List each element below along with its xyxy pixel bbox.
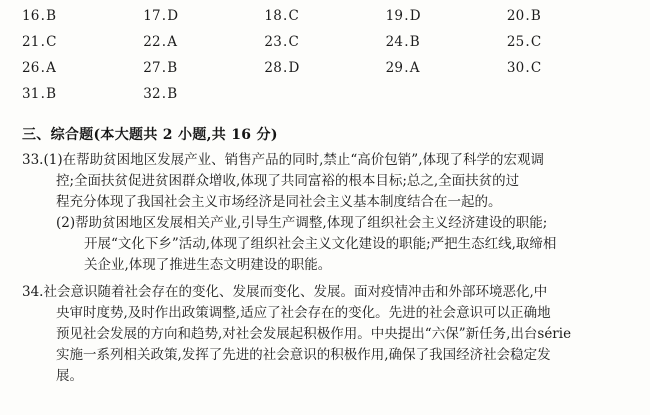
answer-cell [386, 8, 507, 24]
part-label-1: (1) [43, 152, 63, 168]
answer-value: D [167, 8, 179, 24]
answer-separator: . [404, 34, 409, 50]
answer-value: B [46, 86, 57, 102]
answer-number: 32 [143, 86, 161, 102]
answer-cell [143, 34, 264, 50]
answer-number: 23 [264, 34, 282, 50]
answer-number: 17 [143, 8, 161, 24]
answer-cell [507, 8, 628, 24]
question-34-line-3: 预见社会发展的方向和趋势,对社会发展起积极作用。中央提出“六保”新任务,出台série [56, 326, 572, 342]
answer-value: B [46, 8, 57, 24]
question-33-part-2 [56, 213, 632, 234]
answer-number: 22 [143, 34, 161, 50]
answer-row [22, 86, 628, 112]
section-heading: 三、综合题(本大题共 2 小题,共 16 分) [22, 127, 278, 143]
answer-separator: . [161, 34, 167, 50]
answer-cell [143, 8, 264, 24]
answer-value: B [409, 34, 420, 50]
question-34-line-4: 实施一系列相关政策,发挥了先进的社会意识的积极作用,确保了我国经济社会稳定发 [56, 347, 551, 363]
answer-number: 29 [385, 60, 404, 76]
answer-value: D [409, 8, 421, 24]
answer-row [22, 60, 628, 86]
answer-cell [264, 60, 385, 76]
question-33-part-1 [22, 150, 632, 171]
answer-value: A [167, 34, 178, 50]
answer-value: C [530, 60, 542, 76]
answer-separator: . [40, 8, 46, 24]
answer-separator: . [525, 8, 530, 24]
answer-value: D [288, 60, 300, 76]
part-1-line-1: 在帮助贫困地区发展产业、销售产品的同时,禁止“高价包销”,体现了科学的宏观调 [62, 152, 544, 168]
part-1-line-3: 程充分体现了我国社会主义市场经济是同社会主义基本制度结合在一起的。 [56, 194, 502, 210]
answer-cell [386, 60, 507, 76]
part-2-line-3: 关企业,体现了推进生态文明建设的职能。 [84, 257, 332, 273]
answer-cell [22, 8, 143, 24]
answer-value: B [167, 60, 178, 76]
answer-separator: . [283, 60, 288, 76]
answer-value: A [409, 60, 420, 76]
answer-number: 20 [506, 8, 525, 24]
answer-cell [264, 8, 385, 24]
answer-value: C [46, 34, 57, 50]
part-2-line-1: 帮助贫困地区发展相关产业,引导生产调整,体现了组织社会主义经济建设的职能; [75, 215, 548, 231]
answer-separator: . [40, 86, 46, 102]
answer-number: 27 [143, 60, 161, 76]
answer-separator: . [525, 34, 530, 50]
answer-cell [507, 34, 628, 50]
answer-value: C [530, 34, 542, 50]
question-34-line-5: 展。 [56, 368, 83, 384]
answer-number: 21 [22, 34, 40, 50]
answer-separator: . [40, 34, 46, 50]
answer-cell [386, 34, 507, 50]
answer-cell [22, 34, 143, 50]
question-block-33 [22, 150, 632, 276]
answer-separator: . [40, 60, 46, 76]
question-number-34: 34. [22, 284, 44, 300]
answer-separator: . [161, 60, 167, 76]
answer-value: C [288, 34, 300, 50]
answer-key-grid [0, 0, 650, 112]
answer-number: 28 [264, 60, 282, 76]
question-block-34 [22, 282, 632, 387]
answer-number: 19 [385, 8, 404, 24]
answer-cell [264, 34, 385, 50]
answer-cell [143, 86, 264, 102]
answer-value: B [530, 8, 542, 24]
question-34-line-1: 社会意识随着社会存在的变化、发展而变化、发展。面对疫情冲击和外部环境恶化,中 [43, 284, 548, 300]
answer-cell [507, 60, 628, 76]
answer-number: 30 [506, 60, 525, 76]
answer-separator: . [161, 8, 167, 24]
answer-separator: . [525, 60, 530, 76]
answer-number: 25 [506, 34, 525, 50]
answer-separator: . [404, 8, 409, 24]
answer-number: 24 [385, 34, 404, 50]
answer-separator: . [161, 86, 167, 102]
answer-number: 16 [22, 8, 40, 24]
answer-cell [22, 60, 143, 76]
part-2-line-2: 开展“文化下乡”活动,体现了组织社会主义文化建设的职能;严把生态红线,取缔相 [84, 236, 557, 252]
part-1-line-2: 控;全面扶贫促进贫困群众增收,体现了共同富裕的根本目标;总之,全面扶贫的过 [56, 173, 520, 189]
answer-number: 31 [22, 86, 40, 102]
answer-value: B [167, 86, 178, 102]
answer-value: C [288, 8, 300, 24]
answer-separator: . [283, 34, 288, 50]
answer-row [22, 34, 628, 60]
answer-separator: . [283, 8, 288, 24]
answer-separator: . [404, 60, 409, 76]
answer-number: 18 [264, 8, 282, 24]
answer-cell [143, 60, 264, 76]
answer-row [22, 8, 628, 34]
part-label-2: (2) [56, 215, 76, 231]
answer-cell [22, 86, 143, 102]
question-number-33: 33. [22, 152, 44, 168]
answer-number: 26 [22, 60, 40, 76]
question-34-line-2: 央审时度势,及时作出政策调整,适应了社会存在的变化。先进的社会意识可以正确地 [56, 305, 551, 321]
question-34-intro [22, 282, 632, 303]
answer-value: A [46, 60, 57, 76]
